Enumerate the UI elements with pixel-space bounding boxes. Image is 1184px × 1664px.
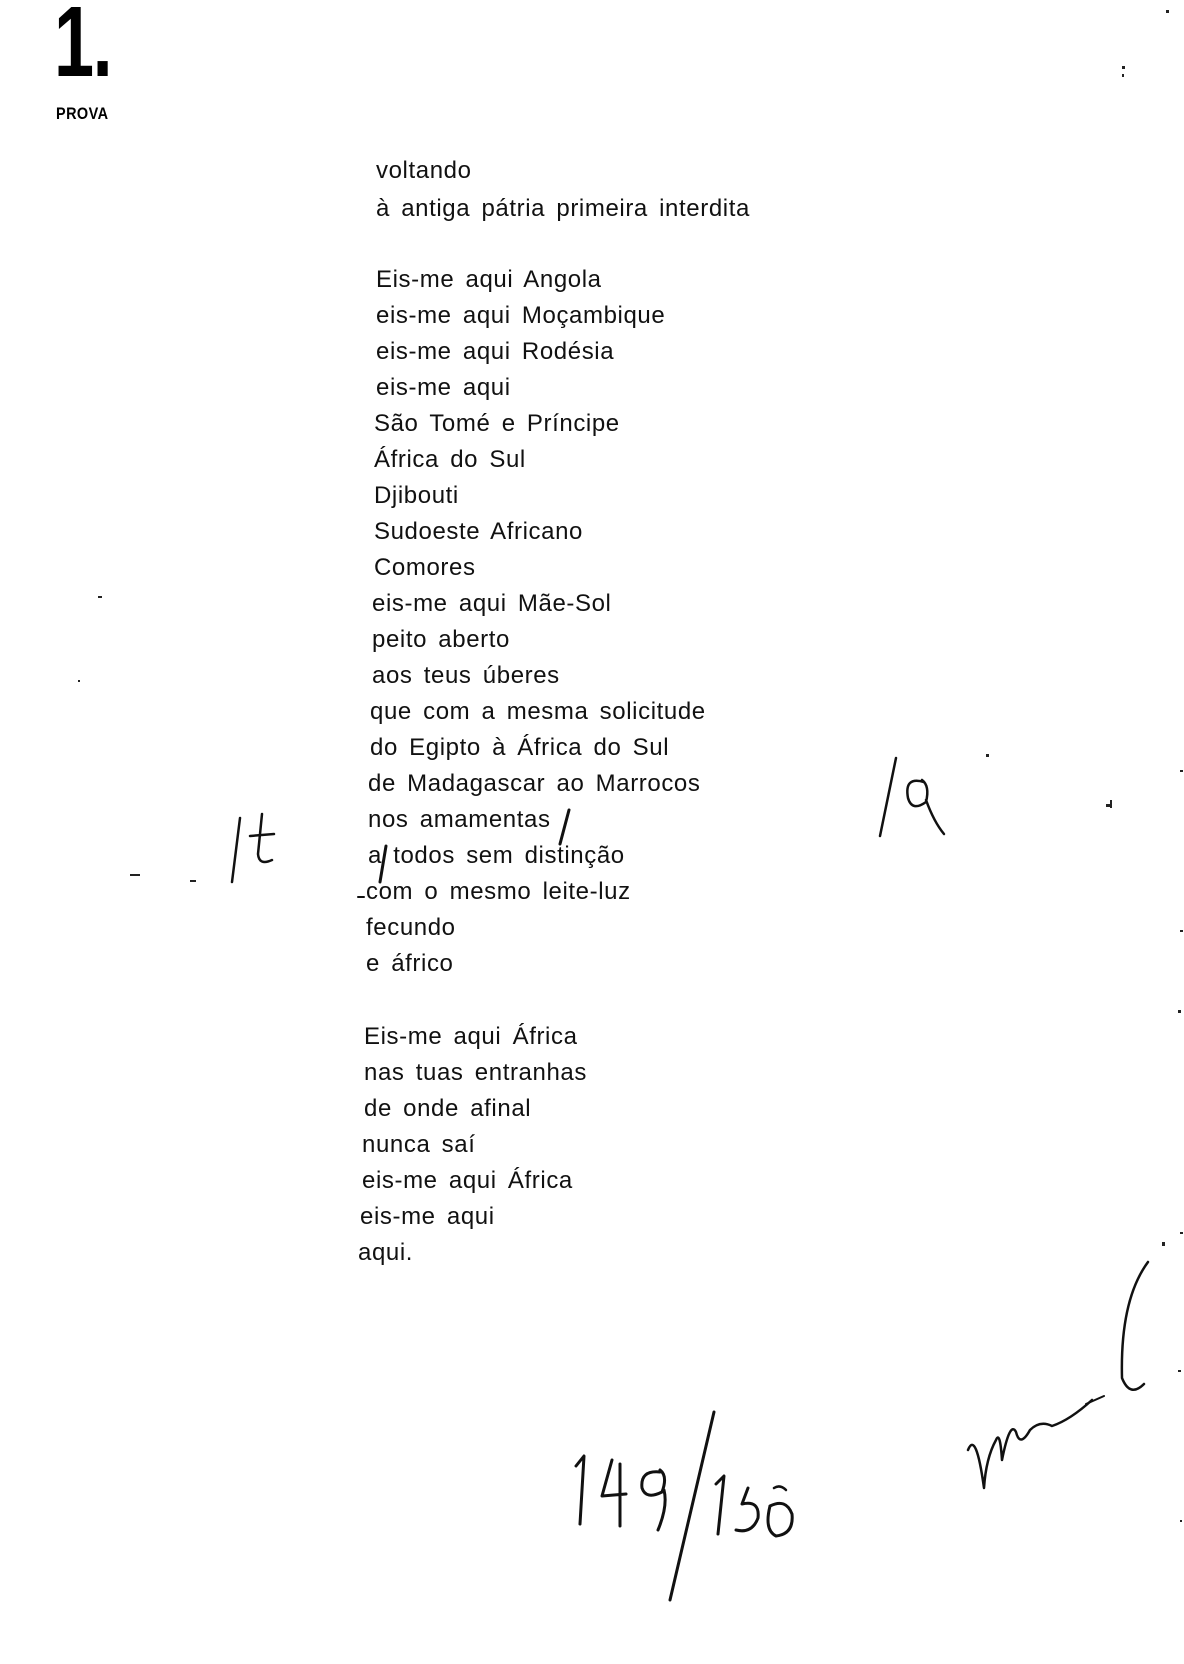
poem-line: de Madagascar ao Marrocos <box>368 770 701 797</box>
poem-line: que com a mesma solicitude <box>370 698 706 725</box>
strike-mark <box>380 846 386 882</box>
poem-line: eis-me aqui África <box>362 1167 573 1194</box>
poem-line: a todos sem distinção <box>368 842 625 869</box>
strike-mark <box>560 810 569 844</box>
proof-number: 1. <box>54 0 112 98</box>
poem-line: Eis-me aqui África <box>364 1023 578 1050</box>
poem-line: nas tuas entranhas <box>364 1059 587 1086</box>
poem-line: Eis-me aqui Angola <box>376 266 602 293</box>
page-count-handwritten <box>576 1412 792 1600</box>
poem-line: Comores <box>374 554 476 581</box>
poem-line: peito aberto <box>372 626 510 653</box>
poem-line: nos amamentas <box>368 806 551 833</box>
poem-line: eis-me aqui <box>376 374 511 401</box>
poem-line: aos teus úberes <box>372 662 560 689</box>
poem-line: eis-me aqui <box>360 1203 495 1230</box>
poem-line: e áfrico <box>366 950 454 977</box>
poem-line: fecundo <box>366 914 456 941</box>
margin-mark-right <box>880 758 944 836</box>
poem-line: de onde afinal <box>364 1095 532 1122</box>
poem-line: aqui. <box>358 1239 414 1266</box>
margin-mark-left <box>232 814 274 882</box>
poem-line: com o mesmo leite-luz <box>366 878 631 905</box>
poem-line: África do Sul <box>374 446 526 473</box>
proof-label: PROVA <box>56 104 109 123</box>
poem-line: eis-me aqui Mãe-Sol <box>372 590 612 617</box>
poem-line: nunca saí <box>362 1131 476 1158</box>
poem-line: eis-me aqui Rodésia <box>376 338 615 365</box>
poem-line: voltando <box>376 157 472 184</box>
poem-line: eis-me aqui Moçambique <box>376 302 666 329</box>
scan-specks <box>78 10 1183 1522</box>
poem-line: Djibouti <box>374 482 459 509</box>
poem-line: São Tomé e Príncipe <box>374 410 620 437</box>
signature <box>968 1262 1148 1488</box>
poem-line: do Egipto à África do Sul <box>370 734 670 761</box>
poem-line: à antiga pátria primeira interdita <box>376 195 750 222</box>
poem-line: Sudoeste Africano <box>374 518 584 545</box>
